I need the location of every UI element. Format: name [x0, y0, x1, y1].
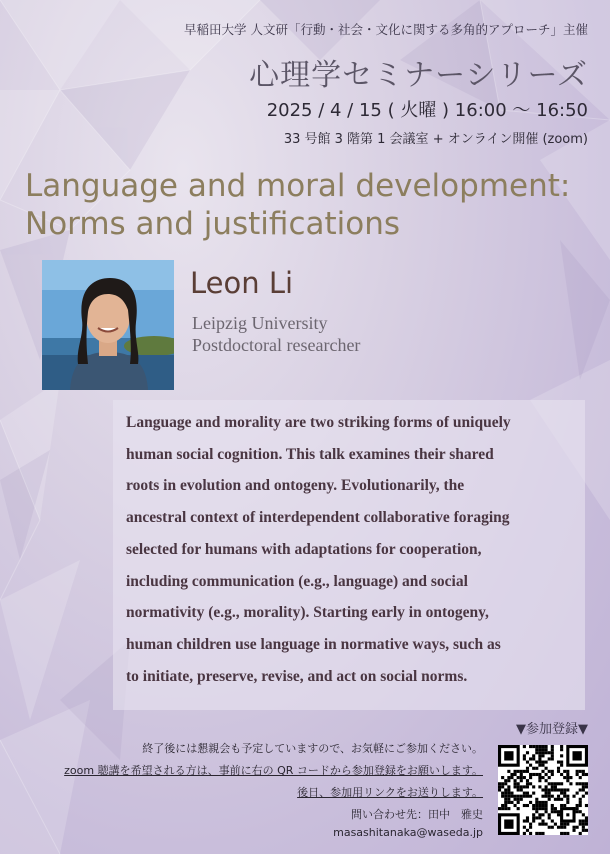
speaker-name: Leon Li	[190, 266, 294, 300]
abstract-text	[126, 407, 581, 692]
speaker-portrait-image	[42, 260, 174, 390]
series-title: 心理学セミナーシリーズ	[249, 58, 588, 93]
event-venue: 33 号館 3 階第 1 会議室 + オンライン開催 (zoom)	[283, 132, 588, 147]
abstract-line: selected for humans with adaptations for cooperation,	[126, 540, 482, 558]
organizer-text: 早稲田大学 人文研「行動・社会・文化に関する多角的アプローチ」主催	[184, 22, 588, 37]
abstract-line: normativity (e.g., morality). Starting early in ontogeny,	[126, 604, 489, 622]
abstract-line: to initiate, preserve, revise, and act on social norms.	[126, 667, 468, 685]
event-datetime: 2025 / 4 / 15 ( 火曜 ) 16:00 〜 16:50	[266, 100, 588, 121]
talk-title	[25, 167, 595, 243]
speaker-affiliation-block	[192, 312, 360, 356]
abstract-box	[113, 400, 585, 710]
link-send-note: 後日、参加用リンクをお送りします。	[297, 786, 483, 799]
speaker-position: Postdoctoral researcher	[192, 335, 361, 355]
qr-code-image[interactable]	[498, 745, 588, 835]
contact-email[interactable]: masashitanaka@waseda.jp	[333, 826, 483, 839]
speaker-photo	[42, 260, 174, 390]
registration-label: ▼参加登録▼	[516, 722, 588, 737]
talk-title-line2: Norms and justifications	[25, 206, 401, 242]
abstract-line: Language and morality are two striking forms of uniquely	[126, 414, 511, 431]
contact-person: 問い合わせ先：田中 雅史	[351, 808, 483, 821]
abstract-line: including communication (e.g., language) and social	[126, 572, 468, 590]
abstract-line: ancestral context of interdependent collaborative foraging	[126, 509, 510, 527]
talk-title-line1: Language and moral development:	[25, 168, 571, 204]
zoom-registration-note: zoom 聴講を希望される方は、事前に右の QR コードから参加登録をお願いします。	[64, 764, 483, 777]
registration-qr-code[interactable]	[498, 745, 588, 835]
social-gathering-note: 終了後には懇親会も予定していますので、お気軽にご参加ください。	[142, 742, 483, 755]
abstract-line: roots in evolution and ontogeny. Evolutionarily, the	[126, 477, 465, 495]
abstract-line: human children use language in normative ways, such as	[126, 635, 501, 653]
abstract-line: human social cognition. This talk examines their shared	[126, 445, 494, 463]
speaker-affiliation: Leipzig University	[192, 313, 328, 333]
